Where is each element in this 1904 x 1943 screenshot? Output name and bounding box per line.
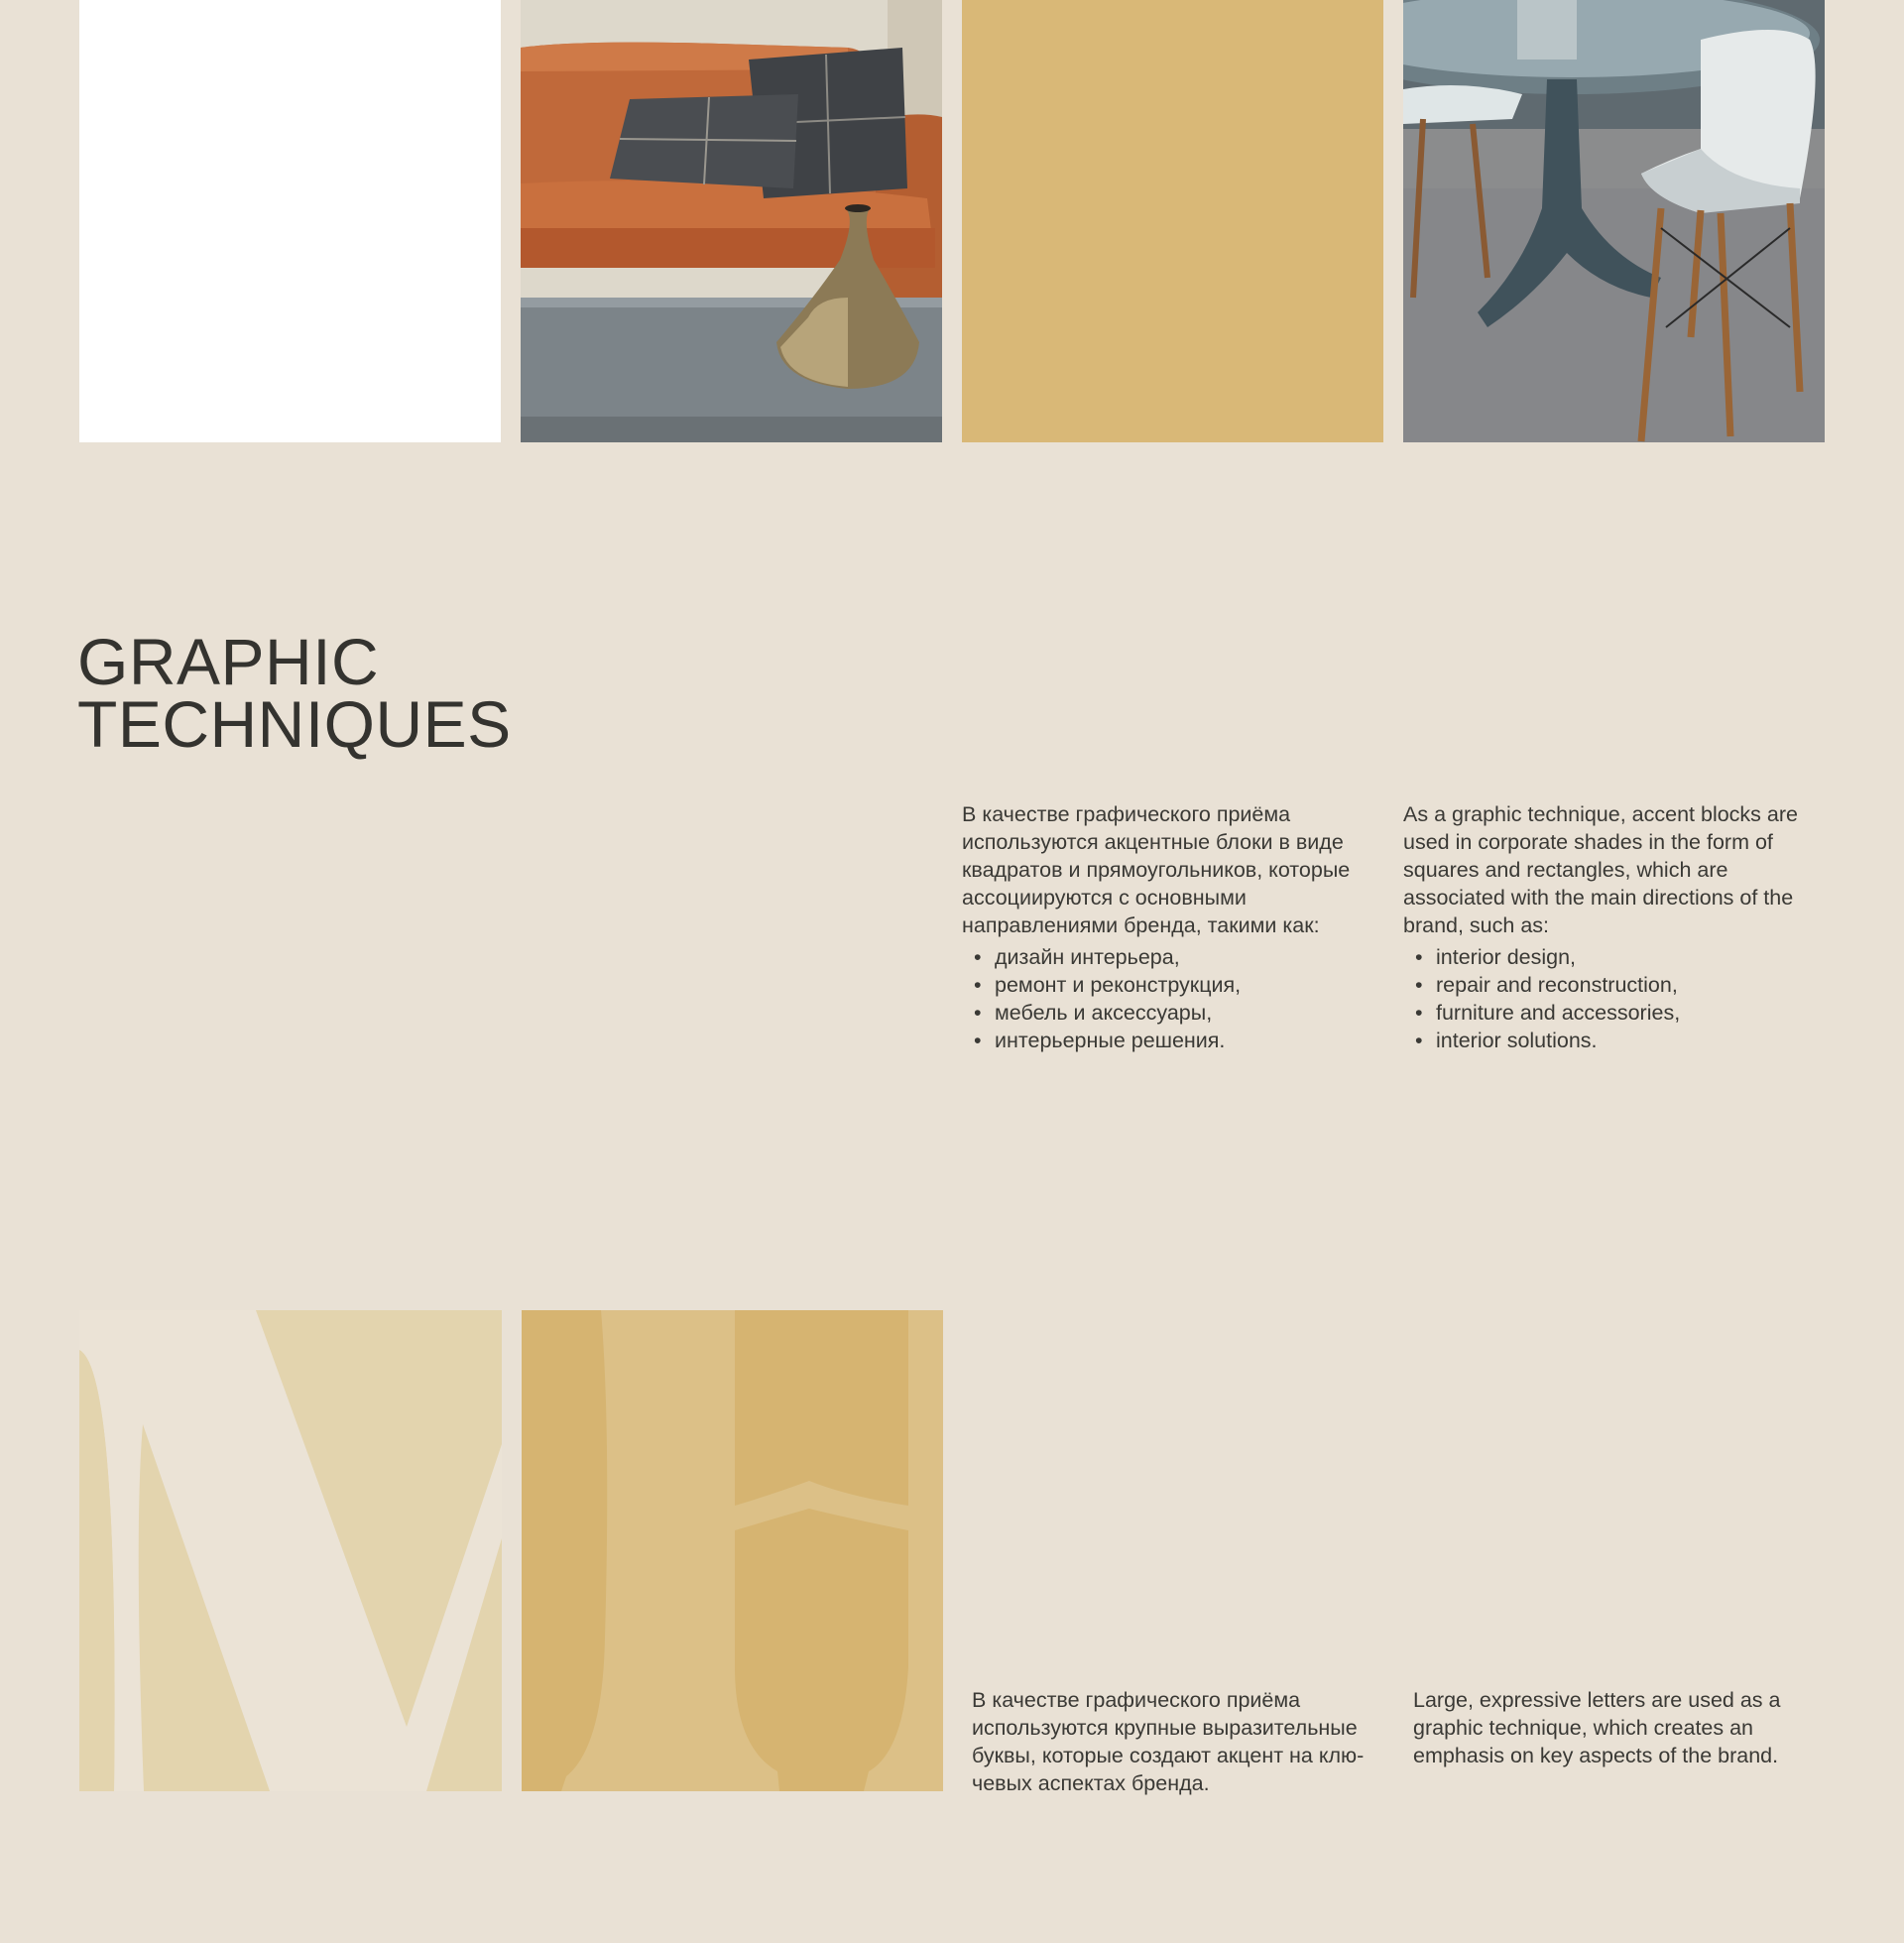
list-item: • интерьерные решения. [962, 1027, 1364, 1054]
accent-blocks-intro-ru: В качестве графического приёма используются акцентные блоки в виде квадратов и прямоугольников, которые ассоциируются с основными направлениями бренда, такими как: [962, 802, 1351, 937]
list-item: • мебель и аксессуары, [962, 999, 1364, 1027]
brand-directions-list-en [1403, 943, 1805, 1054]
letters-description-ru [972, 1686, 1383, 1797]
dining-chairs-photo [1403, 0, 1825, 442]
letters-description-en [1413, 1686, 1815, 1769]
list-item: • repair and reconstruction, [1403, 971, 1805, 999]
list-item: • interior solutions. [1403, 1027, 1805, 1054]
brand-directions-list-ru [962, 943, 1364, 1054]
white-accent-tile [79, 0, 501, 442]
gold-accent-tile [962, 0, 1383, 442]
letter-h-tile [522, 1310, 943, 1791]
accent-blocks-description-en [1403, 800, 1805, 1054]
list-item: • дизайн интерьера, [962, 943, 1364, 971]
list-item: • interior design, [1403, 943, 1805, 971]
page-title-line-2: TECHNIQUES [77, 687, 512, 761]
sofa-interior-photo [521, 0, 942, 442]
list-item: • ремонт и реконструкция, [962, 971, 1364, 999]
letters-text-ru: В качестве графического приёма используются крупные выразительные буквы, которые создают акцент на ключевых аспектах бренда. [972, 1688, 1365, 1795]
page-title [77, 625, 512, 761]
accent-blocks-intro-en: As a graphic technique, accent blocks are used in corporate shades in the form of squares and rectangles, which are associated with the main directions of the brand, such as: [1403, 802, 1798, 937]
accent-blocks-description-ru [962, 800, 1364, 1054]
page-title-line-1: GRAPHIC [77, 625, 380, 698]
letter-m-tile [79, 1310, 502, 1791]
letters-text-en: Large, expressive letters are used as a graphic technique, which creates an emphasis on key aspects of the brand. [1413, 1688, 1781, 1767]
list-item: • furniture and accessories, [1403, 999, 1805, 1027]
